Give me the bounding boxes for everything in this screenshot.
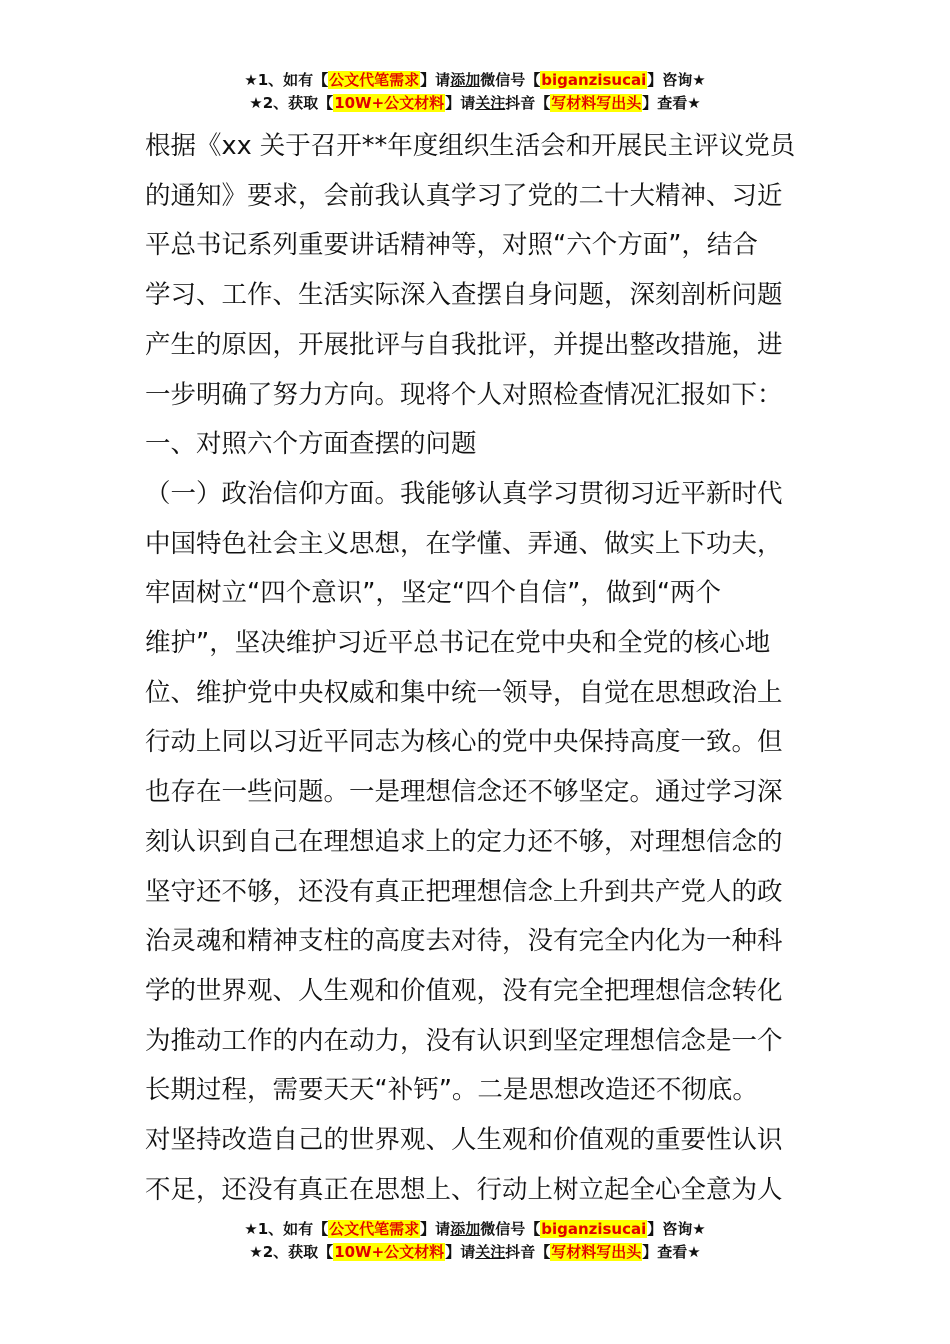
- body-line: （一）政治信仰方面。我能够认真学习贯彻习近平新时代: [145, 478, 783, 509]
- body-line: 中国特色社会主义思想，在学懂、弄通、做实上下功夫，: [145, 528, 783, 559]
- banner-text: 抖音【: [505, 94, 551, 112]
- body-line: 一步明确了努力方向。现将个人对照检查情况汇报如下：: [145, 379, 783, 410]
- banner-text: 】请: [445, 94, 476, 112]
- top-banner: [0, 69, 950, 115]
- banner-line-2: [0, 1241, 950, 1264]
- body-line: 学的世界观、人生观和价值观，没有完全把理想信念转化: [145, 975, 783, 1006]
- body-line: 根据《xx 关于召开**年度组织生活会和开展民主评议党员: [145, 131, 796, 161]
- body-line: 长期过程，需要天天“补钙”。二是思想改造还不彻底。: [145, 1075, 758, 1106]
- banner-emphasis: 关注: [475, 94, 506, 112]
- banner-highlight: biganzisucai: [541, 1220, 647, 1238]
- body-line: 产生的原因，开展批评与自我批评，并提出整改措施，进: [145, 329, 783, 360]
- banner-text: 】查看★: [642, 94, 701, 112]
- body-line: 位、维护党中央权威和集中统一领导，自觉在思想政治上: [145, 677, 783, 708]
- body-line: 行动上同以习近平同志为核心的党中央保持高度一致。但: [145, 727, 783, 758]
- body-line: 刻认识到自己在理想追求上的定力还不够，对理想信念的: [145, 826, 783, 857]
- body-line: 治灵魂和精神支柱的高度去对待，没有完全内化为一种科: [145, 926, 783, 957]
- banner-text: 】请: [420, 1220, 451, 1238]
- banner-highlight: biganzisucai: [541, 71, 647, 89]
- banner-text: ★2、获取【: [249, 94, 334, 112]
- banner-line-1: [0, 1218, 950, 1241]
- banner-text: ★2、获取【: [249, 1243, 334, 1261]
- section-heading: 一、对照六个方面查摆的问题: [145, 429, 477, 460]
- banner-highlight: 写材料写出头: [551, 1243, 642, 1261]
- body-line: 不足，还没有真正在思想上、行动上树立起全心全意为人: [145, 1174, 783, 1205]
- banner-text: 】请: [420, 71, 451, 89]
- banner-text: 】咨询★: [647, 1220, 706, 1238]
- body-line: 维护”，坚决维护习近平总书记在党中央和全党的核心地: [145, 628, 771, 659]
- banner-line-2: [0, 92, 950, 115]
- body-line: 也存在一些问题。一是理想信念还不够坚定。通过学习深: [145, 777, 783, 808]
- banner-emphasis: 添加: [450, 71, 481, 89]
- banner-text: 抖音【: [505, 1243, 551, 1261]
- banner-text: 微信号【: [480, 71, 541, 89]
- banner-text: 】咨询★: [647, 71, 706, 89]
- banner-highlight: 10W+公文材料: [334, 1243, 445, 1261]
- banner-text: 微信号【: [480, 1220, 541, 1238]
- banner-highlight: 公文代笔需求: [329, 71, 420, 89]
- body-line: 为推动工作的内在动力，没有认识到坚定理想信念是一个: [145, 1025, 783, 1056]
- body-line: 对坚持改造自己的世界观、人生观和价值观的重要性认识: [145, 1125, 783, 1156]
- banner-highlight: 写材料写出头: [551, 94, 642, 112]
- banner-highlight: 10W+公文材料: [334, 94, 445, 112]
- body-line: 坚守还不够，还没有真正把理想信念上升到共产党人的政: [145, 876, 783, 907]
- document-body: [145, 122, 810, 1215]
- banner-text: 】请: [445, 1243, 476, 1261]
- banner-emphasis: 添加: [450, 1220, 481, 1238]
- banner-text: 】查看★: [642, 1243, 701, 1261]
- banner-emphasis: 关注: [475, 1243, 506, 1261]
- body-line: 的通知》要求，会前我认真学习了党的二十大精神、习近: [145, 180, 783, 211]
- banner-text: ★1、如有【: [244, 71, 329, 89]
- body-line: 牢固树立“四个意识”，坚定“四个自信”，做到“两个: [145, 578, 722, 609]
- banner-highlight: 公文代笔需求: [329, 1220, 420, 1238]
- banner-line-1: [0, 69, 950, 92]
- body-line: 平总书记系列重要讲话精神等，对照“六个方面”，结合: [145, 230, 758, 261]
- body-line: 学习、工作、生活实际深入查摆自身问题，深刻剖析问题: [145, 280, 783, 311]
- bottom-banner: [0, 1218, 950, 1264]
- banner-text: ★1、如有【: [244, 1220, 329, 1238]
